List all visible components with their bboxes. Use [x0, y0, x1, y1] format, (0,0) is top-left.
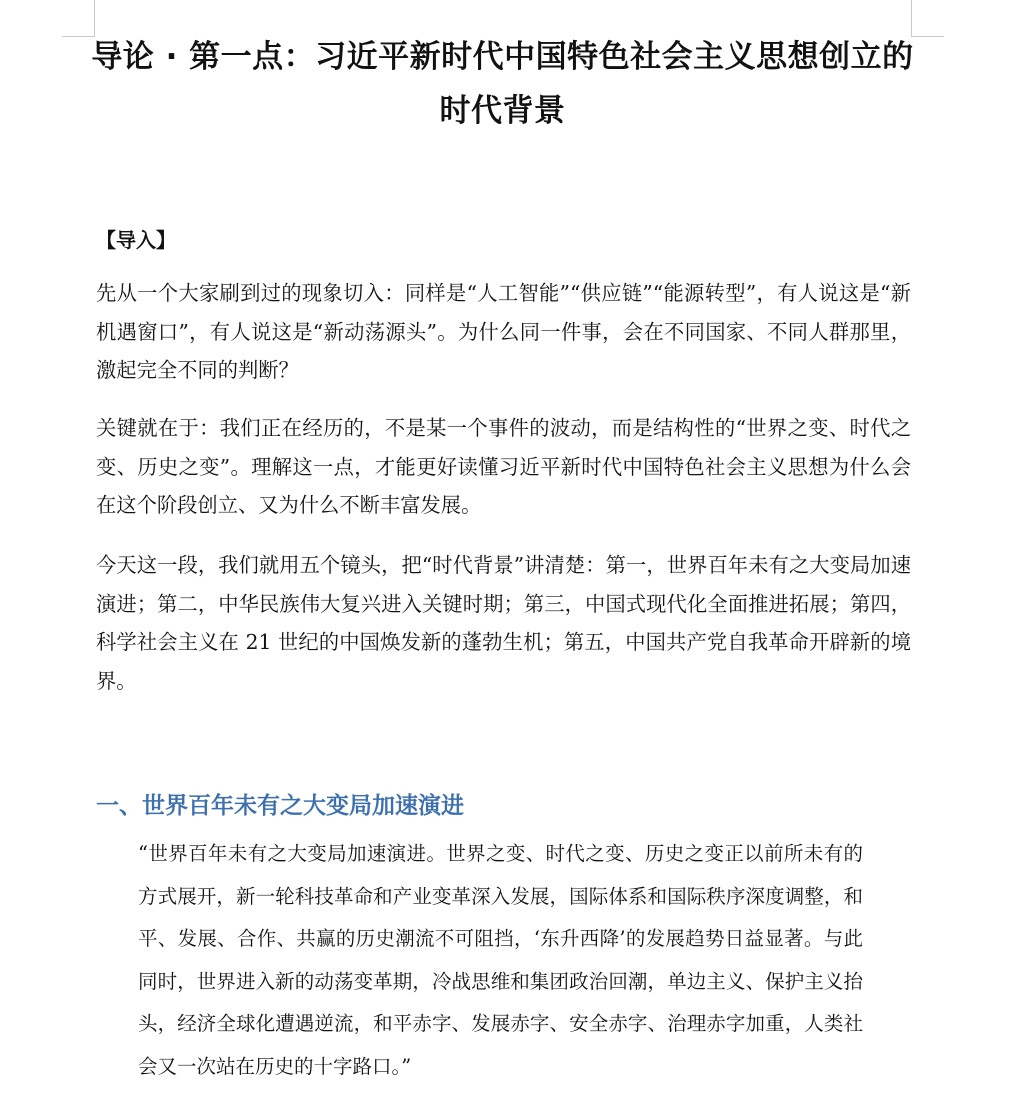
intro-paragraph-2: 关键就在于：我们正在经历的，不是某一个事件的波动，而是结构性的“世界之变、时代之变、历史之变”。理解这一点，才能更好读懂习近平新时代中国特色社会主义思想为什么会在这个阶段创立、又为什么不断丰富发展。 — [96, 416, 911, 517]
intro-paragraph-1: 先从一个大家刷到过的现象切入：同样是“人工智能”“供应链”“能源转型”，有人说这是“新机遇窗口”，有人说这是“新动荡源头”。为什么同一件事，会在不同国家、不同人群那里，激起完全不同的判断？ — [96, 281, 911, 382]
section-1-heading: 一、世界百年未有之大变局加速演进 — [96, 793, 464, 819]
intro-label: 【导入】 — [96, 228, 176, 252]
intro-paragraph-3: 今天这一段，我们就用五个镜头，把“时代背景”讲清楚：第一，世界百年未有之大变局加速演进；第二，中华民族伟大复兴进入关键时期；第三，中国式现代化全面推进拓展；第四，科学社会主义在 21 世纪的中国焕发新的蓬勃生机；第五，中国共产党自我革命开辟新的境界。 — [96, 553, 911, 693]
document-title: 导论 · 第一点：习近平新时代中国特色社会主义思想创立的时代背景 — [91, 39, 914, 129]
section-1-quote: “世界百年未有之大变局加速演进。世界之变、时代之变、历史之变正以前所未有的方式展开，新一轮科技革命和产业变革深入发展，国际体系和国际秩序深度调整，和平、发展、合作、共赢的历史潮流不可阻挡，‘东升西降’的发展趋势日益显著。与此同时，世界进入新的动荡变革期，冷战思维和集团政治回潮，单边主义、保护主义抬头，经济全球化遭遇逆流，和平赤字、发展赤字、安全赤字、治理赤字加重，人类社会又一次站在历史的十字路口。” — [138, 842, 863, 1078]
